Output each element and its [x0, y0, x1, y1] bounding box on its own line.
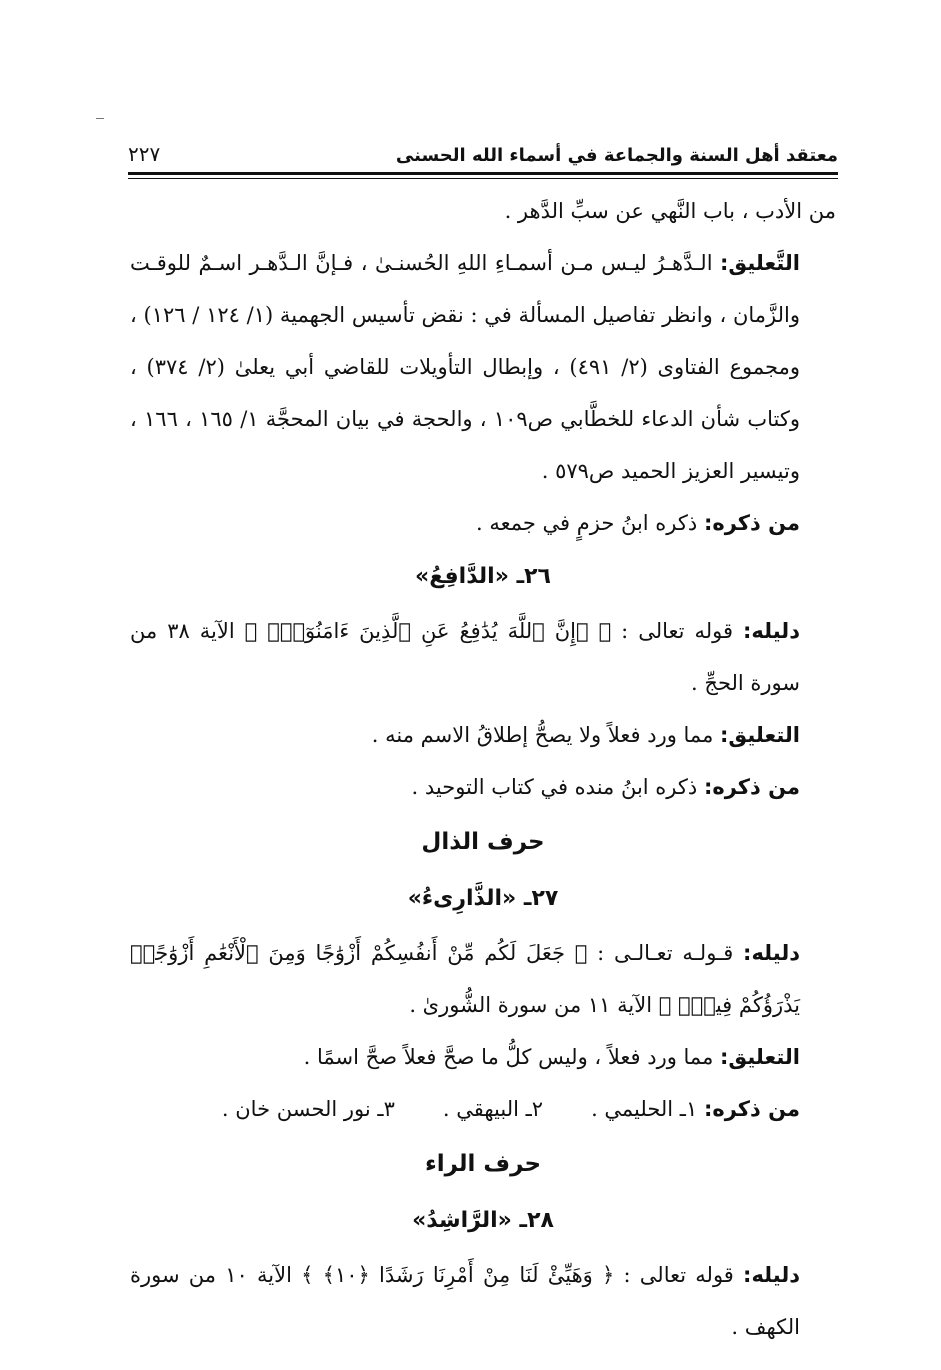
evidence-text: قوله تعالى : ﴿ ۞إِنَّ ٱللَّهَ يُدَٰفِعُ عَنِ ٱلَّذِينَ ءَامَنُوٓاْۗ ﴾ الآية ٣٨ من سورة الحجِّ . — [130, 619, 800, 695]
evidence-label: دليله: — [743, 1263, 800, 1287]
entry26-mentioned-by — [130, 761, 836, 813]
commentary-label: التعليق: — [720, 1045, 800, 1069]
paragraph-mentioned-by — [130, 497, 836, 549]
entry-heading-28: ٢٨ـ «الرَّاشِدُ» — [412, 1208, 554, 1233]
evidence-text: قوله تعالى : ﴿ وَهَيِّئْ لَنَا مِنْ أَمْرِنَا رَشَدًا ﴿١٠﴾ ﴾ الآية ١٠ من سورة الكهف . — [130, 1263, 800, 1339]
commentary-text: مما ورد فعلاً ولا يصحُّ إطلاقُ الاسم منه . — [371, 723, 714, 747]
evidence-label: دليله: — [743, 941, 800, 965]
mentioned-by-label: من ذكره: — [703, 511, 800, 535]
page-body — [130, 185, 836, 1353]
mentioned-by-item-1: ١ـ الحليمي . — [591, 1097, 698, 1121]
commentary-text: مما ورد فعلاً ، وليس كلُّ ما صحَّ فعلاً صحَّ اسمًا . — [303, 1045, 714, 1069]
mentioned-by-text: ذكره ابنُ حزمٍ في جمعه . — [475, 511, 698, 535]
entry27-commentary — [130, 1031, 836, 1083]
commentary-label: التَّعليق: — [720, 251, 800, 275]
running-title: معتقد أهل السنة والجماعة في أسماء الله الحسنى — [395, 145, 838, 166]
evidence-text: قـولـه تعـالـى : ﴿ جَعَلَ لَكُم مِّنْ أَنفُسِكُمْ أَزْوَٰجًا وَمِنَ ٱلْأَنْعَٰمِ أَزْوَٰجًاۖ يَذْرَؤُكُمْ فِيهِۚ ﴾ الآية ١١ من سورة الشُّورىٰ . — [130, 941, 800, 1017]
section-heading-dhal: حرف الذال — [421, 829, 545, 855]
section-heading-ra: حرف الراء — [424, 1151, 542, 1177]
mentioned-by-label: من ذكره: — [703, 775, 800, 799]
paragraph-commentary — [130, 237, 836, 497]
entry27-mentioned-by — [130, 1083, 836, 1135]
entry26-evidence — [130, 605, 836, 709]
header-rule-thin — [128, 178, 838, 179]
header-rule-thick — [128, 172, 838, 175]
paragraph-continuation: من الأدب ، باب النَّهي عن سبِّ الدَّهر . — [504, 199, 836, 223]
page-header — [128, 126, 838, 166]
mentioned-by-label: من ذكره: — [703, 1097, 800, 1121]
entry28-evidence — [130, 1249, 836, 1353]
entry27-evidence — [130, 927, 836, 1031]
mentioned-by-item-2: ٢ـ البيهقي . — [442, 1097, 544, 1121]
entry-heading-26: ٢٦ـ «الدَّافِعُ» — [415, 564, 551, 589]
mentioned-by-text: ذكره ابنُ منده في كتاب التوحيد . — [411, 775, 698, 799]
entry-heading-27: ٢٧ـ «الذَّارِىءُ» — [407, 886, 559, 911]
mentioned-by-item-3: ٣ـ نور الحسن خان . — [221, 1097, 395, 1121]
commentary-label: التعليق: — [720, 723, 800, 747]
page-number: ٢٢٧ — [128, 142, 161, 166]
evidence-label: دليله: — [743, 619, 800, 643]
entry26-commentary — [130, 709, 836, 761]
commentary-text: الـدَّهـرُ ليـس مـن أسمـاءِ اللهِ الحُسنـىٰ ، فـإنَّ الـدَّهـر اسـمٌ للوقـت والزَّمان ، وانظر تفاصيل المسألة في : نقض تأسيس الجهمية (١/ ١٢٤ / ١٢٦) ، ومجموع الفتاوى (٢/ ٤٩١) ، وإبطال التأويلات للقاضي أبي يعلىٰ (٢/ ٣٧٤) ، وكتاب شأن الدعاء للخطَّابي ص١٠٩ ، والحجة في بيان المحجَّة ١/ ١٦٥ ، ١٦٦ ، وتيسير العزيز الحميد ص٥٧٩ . — [130, 251, 800, 483]
scan-mark — [96, 118, 104, 119]
